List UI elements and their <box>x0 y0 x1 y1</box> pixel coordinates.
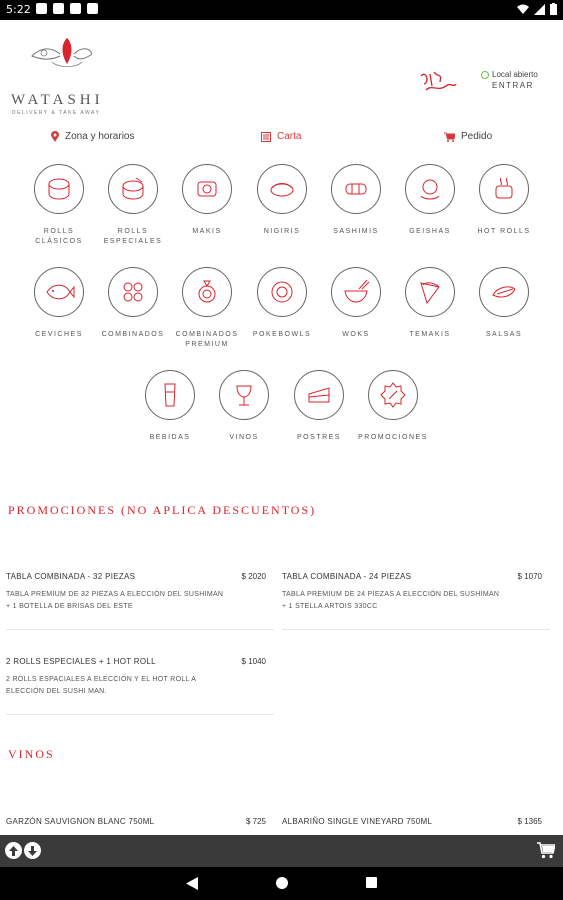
item-name: 2 ROLLS ESPECIALES + 1 HOT ROLL <box>6 657 156 666</box>
category-label: VINOS <box>229 434 259 441</box>
category-postres[interactable] <box>282 370 356 443</box>
android-nav-bar <box>0 867 563 900</box>
item-name: TABLA COMBINADA - 24 PIEZAS <box>282 572 412 581</box>
check-circle-icon <box>481 71 489 79</box>
store-open-text: Local abierto <box>492 70 538 79</box>
category-ceviches[interactable] <box>22 267 96 340</box>
category-label: GEISHAS <box>409 228 451 235</box>
battery-icon <box>550 3 557 15</box>
combinados-icon <box>108 267 158 317</box>
category-label: MAKIS <box>192 228 222 235</box>
signature-logo-icon <box>418 68 458 94</box>
sashimis-icon <box>331 164 381 214</box>
menu-item[interactable] <box>6 572 274 630</box>
cart-icon <box>537 842 555 859</box>
scroll-down-button[interactable] <box>24 842 41 859</box>
rolls-classic-icon <box>34 164 84 214</box>
category-temakis[interactable] <box>393 267 467 340</box>
wifi-icon <box>517 4 529 15</box>
menu-item[interactable] <box>282 572 550 630</box>
pokebowls-icon <box>257 267 307 317</box>
vinos-icon <box>219 370 269 420</box>
category-label: SALSAS <box>485 331 523 338</box>
category-label: ROLLS ESPECIALES <box>103 228 163 245</box>
menu-item[interactable] <box>282 817 550 835</box>
notification-icon <box>87 3 98 14</box>
temakis-icon <box>405 267 455 317</box>
notification-icon <box>36 3 47 14</box>
category-label: COMBINADOS PREMIUM <box>175 331 239 348</box>
item-name: ALBARIÑO SINGLE VINEYARD 750ML <box>282 817 433 826</box>
item-price: $ 1040 <box>241 657 266 666</box>
postres-icon <box>294 370 344 420</box>
map-pin-icon <box>51 131 59 142</box>
item-name: TABLA COMBINADA - 32 PIEZAS <box>6 572 136 581</box>
category-label: COMBINADOS <box>101 331 165 338</box>
category-label: POSTRES <box>297 434 341 441</box>
section-title-promociones: PROMOCIONES (NO APLICA DESCUENTOS) <box>8 503 317 517</box>
category-bebidas[interactable] <box>133 370 207 443</box>
arrow-down-icon <box>28 846 37 856</box>
status-notification-icons <box>36 3 98 14</box>
menu-book-icon <box>261 132 271 142</box>
cart-icon <box>444 132 455 142</box>
salsas-icon <box>479 267 529 317</box>
section-title-vinos: VINOS <box>8 747 55 761</box>
category-label: CEVICHES <box>35 331 83 338</box>
category-label: HOT ROLLS <box>477 228 531 235</box>
category-pokebowls[interactable] <box>245 267 319 340</box>
category-combinados-premium[interactable] <box>170 267 244 350</box>
menu-item[interactable] <box>6 817 274 835</box>
signal-icon <box>534 4 545 15</box>
category-geishas[interactable] <box>393 164 467 237</box>
geishas-icon <box>405 164 455 214</box>
item-price: $ 1365 <box>517 817 542 826</box>
enter-link[interactable]: ENTRAR <box>492 81 534 90</box>
arrow-up-icon <box>9 846 18 856</box>
nav-item-carta[interactable] <box>261 131 301 142</box>
category-makis[interactable] <box>170 164 244 237</box>
nigiris-icon <box>257 164 307 214</box>
bottom-bar <box>0 835 563 867</box>
category-salsas[interactable] <box>467 267 541 340</box>
category-label: TEMAKIS <box>409 331 451 338</box>
item-price: $ 1070 <box>517 572 542 581</box>
category-label: PROMOCIONES <box>358 434 428 441</box>
scroll-up-button[interactable] <box>5 842 22 859</box>
category-hot-rolls[interactable] <box>467 164 541 237</box>
woks-icon <box>331 267 381 317</box>
main-nav <box>0 128 563 148</box>
home-icon[interactable] <box>276 877 288 889</box>
category-nigiris[interactable] <box>245 164 319 237</box>
notification-icon <box>70 3 81 14</box>
hot-rolls-icon <box>479 164 529 214</box>
item-price: $ 2020 <box>241 572 266 581</box>
recents-icon[interactable] <box>366 877 377 888</box>
item-description: TABLA PREMIUM DE 24 PIEZAS A ELECCIÓN DEL SUSHIMAN + 1 STELLA ARTOIS 330CC <box>282 591 500 610</box>
category-label: POKEBOWLS <box>252 331 312 338</box>
rolls-special-icon <box>108 164 158 214</box>
item-price: $ 725 <box>245 817 266 826</box>
category-label: WOKS <box>342 331 370 338</box>
brand-logo[interactable] <box>8 34 103 114</box>
category-sashimis[interactable] <box>319 164 393 237</box>
item-description: TABLA PREMIUM DE 32 PIEZAS A ELECCIÓN DEL SUSHIMAN + 1 BOTELLA DE BRISAS DEL ESTE <box>6 591 224 610</box>
combinados-premium-icon <box>182 267 232 317</box>
category-label: NIGIRIS <box>263 228 301 235</box>
item-name: GARZÓN SAUVIGNON BLANC 750ML <box>6 817 155 826</box>
status-time: 5:22 <box>6 3 31 16</box>
bebidas-icon <box>145 370 195 420</box>
status-right-icons <box>517 3 557 15</box>
category-woks[interactable] <box>319 267 393 340</box>
nav-item-label: Pedido <box>461 131 493 142</box>
brand-name: WATASHI <box>11 92 104 108</box>
nav-item-label: Carta <box>277 131 302 142</box>
makis-icon <box>182 164 232 214</box>
category-label: SASHIMIS <box>333 228 379 235</box>
ceviches-icon <box>34 267 84 317</box>
logo-mark-icon <box>22 34 92 76</box>
category-label: ROLLS CLÁSICOS <box>35 228 83 245</box>
facebook-icon <box>53 3 64 14</box>
nav-item-label: Zona y horarios <box>65 131 135 142</box>
category-label: BEBIDAS <box>149 434 191 441</box>
menu-item[interactable] <box>6 657 274 715</box>
status-bar <box>0 0 563 20</box>
store-open-status <box>481 70 538 79</box>
category-combinados[interactable] <box>96 267 170 340</box>
brand-tagline: DELIVERY & TAKE AWAY <box>12 110 101 116</box>
cart-button[interactable] <box>537 842 555 864</box>
category-rolls-clasicos[interactable] <box>22 164 96 247</box>
category-vinos[interactable] <box>207 370 281 443</box>
category-promociones[interactable] <box>356 370 430 443</box>
item-description: 2 ROLLS ESPACIALES A ELECCIÓN Y EL HOT ROLL A ELECCIÓN DEL SUSHI MAN. <box>6 676 196 695</box>
category-rolls-especiales[interactable] <box>96 164 170 247</box>
nav-item-zona[interactable] <box>51 131 134 142</box>
nav-item-pedido[interactable] <box>444 131 492 142</box>
back-icon[interactable] <box>186 877 198 890</box>
header <box>0 20 563 120</box>
promociones-icon <box>368 370 418 420</box>
